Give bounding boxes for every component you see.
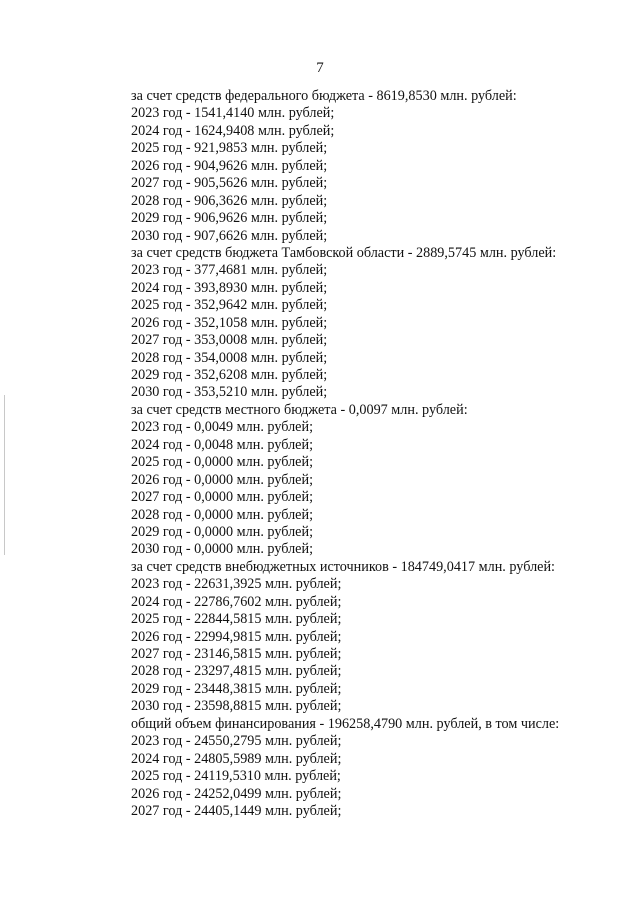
text-line: 2024 год - 0,0048 млн. рублей; [131,436,314,453]
text-line: 2025 год - 352,9642 млн. рублей; [131,297,328,314]
text-line: 2023 год - 22631,3925 млн. рублей; [131,576,342,593]
text-line: 2026 год - 24252,0499 млн. рублей; [131,785,342,802]
text-line: общий объем финансирования - 196258,4790 млн. рублей, в том числе: [131,715,560,732]
text-line: 2028 год - 906,3626 млн. рублей; [131,192,328,209]
text-line: 2025 год - 22844,5815 млн. рублей; [131,611,342,628]
text-line: за счет средств местного бюджета - 0,0097 млн. рублей: [131,401,468,418]
text-line: 2027 год - 24405,1449 млн. рублей; [131,802,342,819]
text-line: 2029 год - 23448,3815 млн. рублей; [131,680,342,697]
text-line: 2028 год - 354,0008 млн. рублей; [131,349,328,366]
text-line: 2030 год - 23598,8815 млн. рублей; [131,698,342,715]
text-line: 2027 год - 905,5626 млн. рублей; [131,175,328,192]
text-line: 2024 год - 22786,7602 млн. рублей; [131,593,342,610]
text-line: 2025 год - 921,9853 млн. рублей; [131,140,328,157]
text-line: 2028 год - 23297,4815 млн. рублей; [131,663,342,680]
text-line: 2027 год - 23146,5815 млн. рублей; [131,646,342,662]
text-line: за счет средств бюджета Тамбовской области - 2889,5745 млн. рублей: [131,244,557,261]
text-line: 2023 год - 24550,2795 млн. рублей; [131,733,342,750]
financing-text [131,88,631,820]
text-line: 2026 год - 22994,9815 млн. рублей; [131,628,342,645]
text-line: за счет средств внебюджетных источников - 184749,0417 млн. рублей: [131,558,555,575]
text-line: 2029 год - 0,0000 млн. рублей; [131,523,314,540]
text-line: 2029 год - 352,6208 млн. рублей; [131,367,328,383]
text-line: 2027 год - 353,0008 млн. рублей; [131,332,328,349]
text-line: 2023 год - 1541,4140 млн. рублей; [131,105,335,122]
text-line: 2028 год - 0,0000 млн. рублей; [131,506,314,523]
text-line: 2024 год - 1624,9408 млн. рублей; [131,122,335,139]
text-line: 2030 год - 907,6626 млн. рублей; [131,227,328,244]
text-line: 2024 год - 393,8930 млн. рублей; [131,279,328,296]
text-line: 2026 год - 904,9626 млн. рублей; [131,157,328,174]
text-line: 2024 год - 24805,5989 млн. рублей; [131,750,342,767]
text-line: 2023 год - 377,4681 млн. рублей; [131,262,328,279]
text-line: 2030 год - 353,5210 млн. рублей; [131,384,328,401]
text-line: 2026 год - 0,0000 млн. рублей; [131,471,314,488]
text-line: 2025 год - 24119,5310 млн. рублей; [131,768,341,785]
text-line: 2030 год - 0,0000 млн. рублей; [131,541,314,558]
text-line: 2025 год - 0,0000 млн. рублей; [131,454,314,471]
page-number: 7 [316,60,324,76]
text-line: за счет средств федерального бюджета - 8619,8530 млн. рублей: [131,88,517,104]
text-line: 2023 год - 0,0049 млн. рублей; [131,419,314,436]
text-line: 2026 год - 352,1058 млн. рублей; [131,314,328,331]
text-line: 2027 год - 0,0000 млн. рублей; [131,489,314,506]
scan-margin-mark [4,395,5,555]
text-line: 2029 год - 906,9626 млн. рублей; [131,210,328,227]
